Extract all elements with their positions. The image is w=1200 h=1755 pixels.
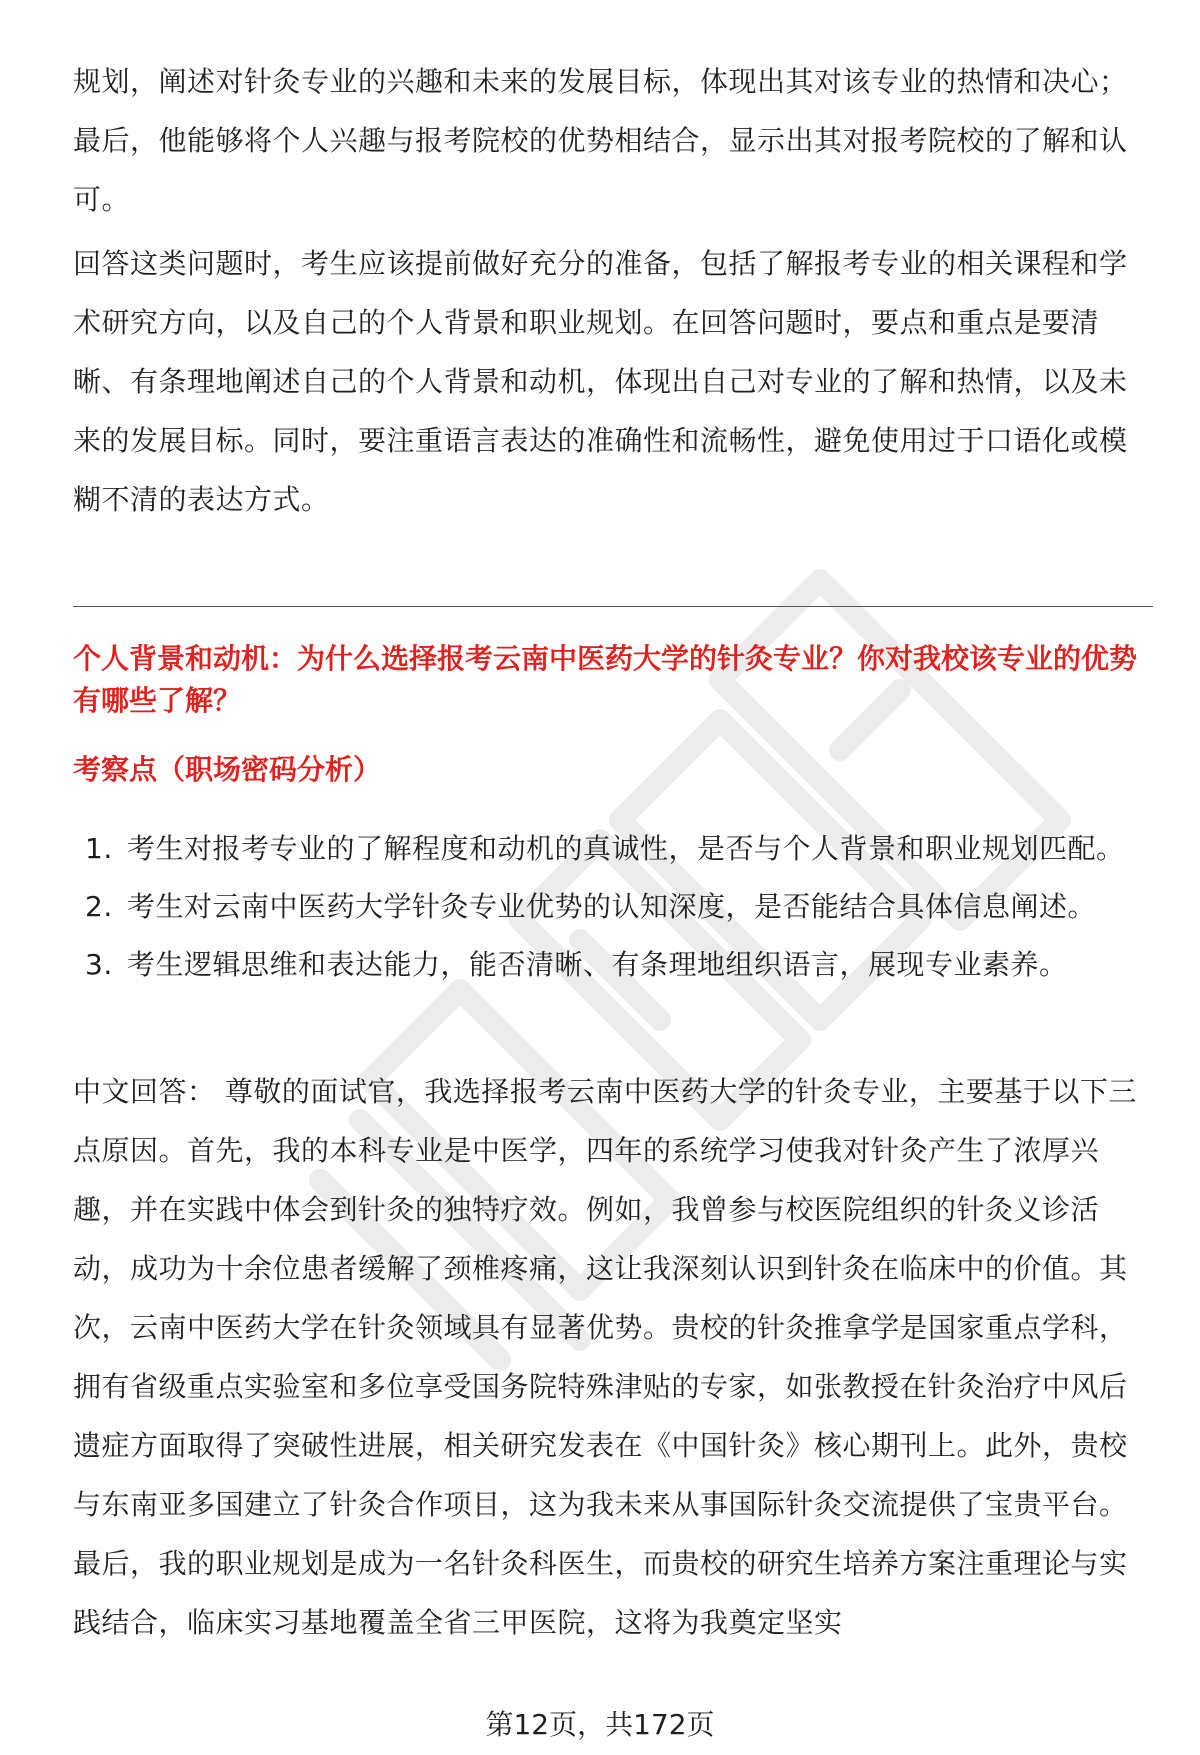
question-heading: 个人背景和动机：为什么选择报考云南中医药大学的针灸专业？你对我校该专业的优势有哪些了解？ (73, 642, 1138, 717)
paragraph-advice: 回答这类问题时，考生应该提前做好充分的准备，包括了解报考专业的相关课程和学术研究方向，以及自己的个人背景和职业规划。在回答问题时，要点和重点是要清晰、有条理地阐述自己的个人背景和动机，体现出自己对专业的了解和热情，以及未来的发展目标。同时，要注重语言表达的准确性和流畅性，避免使用过于口语化或模糊不清的表达方式。 (73, 247, 1128, 516)
paragraph-continued: 规划，阐述对针灸专业的兴趣和未来的发展目标，体现出其对该专业的热情和决心；最后，他能够将个人兴趣与报考院校的优势相结合，显示出其对报考院校的了解和认可。 (73, 65, 1128, 216)
list-item-text: 考生对云南中医药大学针灸专业优势的认知深度，是否能结合具体信息阐述。 (127, 890, 1097, 923)
page-number-footer: 第12页，共172页 (485, 1708, 715, 1741)
list-item-number: 2. (85, 890, 113, 923)
list-item (73, 820, 1153, 878)
list-item-text: 考生对报考专业的了解程度和动机的真诚性，是否与个人背景和职业规划匹配。 (127, 832, 1125, 865)
assessment-points-list (73, 820, 1153, 994)
list-item-number: 1. (85, 832, 113, 865)
list-item-number: 3. (85, 948, 113, 981)
list-item (73, 936, 1153, 994)
answer-paragraph: 中文回答： 尊敬的面试官，我选择报考云南中医药大学的针灸专业，主要基于以下三点原因。首先，我的本科专业是中医学，四年的系统学习使我对针灸产生了浓厚兴趣，并在实践中体会到针灸的独特疗效。例如，我曾参与校医院组织的针灸义诊活动，成功为十余位患者缓解了颈椎疼痛，这让我深刻认识到针灸在临床中的价值。其次，云南中医药大学在针灸领域具有显著优势。贵校的针灸推拿学是国家重点学科，拥有省级重点实验室和多位享受国务院特殊津贴的专家，如张教授在针灸治疗中风后遗症方面取得了突破性进展，相关研究发表在《中国针灸》核心期刊上。此外，贵校与东南亚多国建立了针灸合作项目，这为我未来从事国际针灸交流提供了宝贵平台。最后，我的职业规划是成为一名针灸科医生，而贵校的研究生培养方案注重理论与实践结合，临床实习基地覆盖全省三甲医院，这将为我奠定坚实 (73, 1075, 1137, 1639)
list-item-text: 考生逻辑思维和表达能力，能否清晰、有条理地组织语言，展现专业素养。 (127, 948, 1068, 981)
section-divider (73, 606, 1153, 607)
list-item (73, 878, 1153, 936)
assessment-subheading: 考察点（职场密码分析） (73, 753, 382, 786)
